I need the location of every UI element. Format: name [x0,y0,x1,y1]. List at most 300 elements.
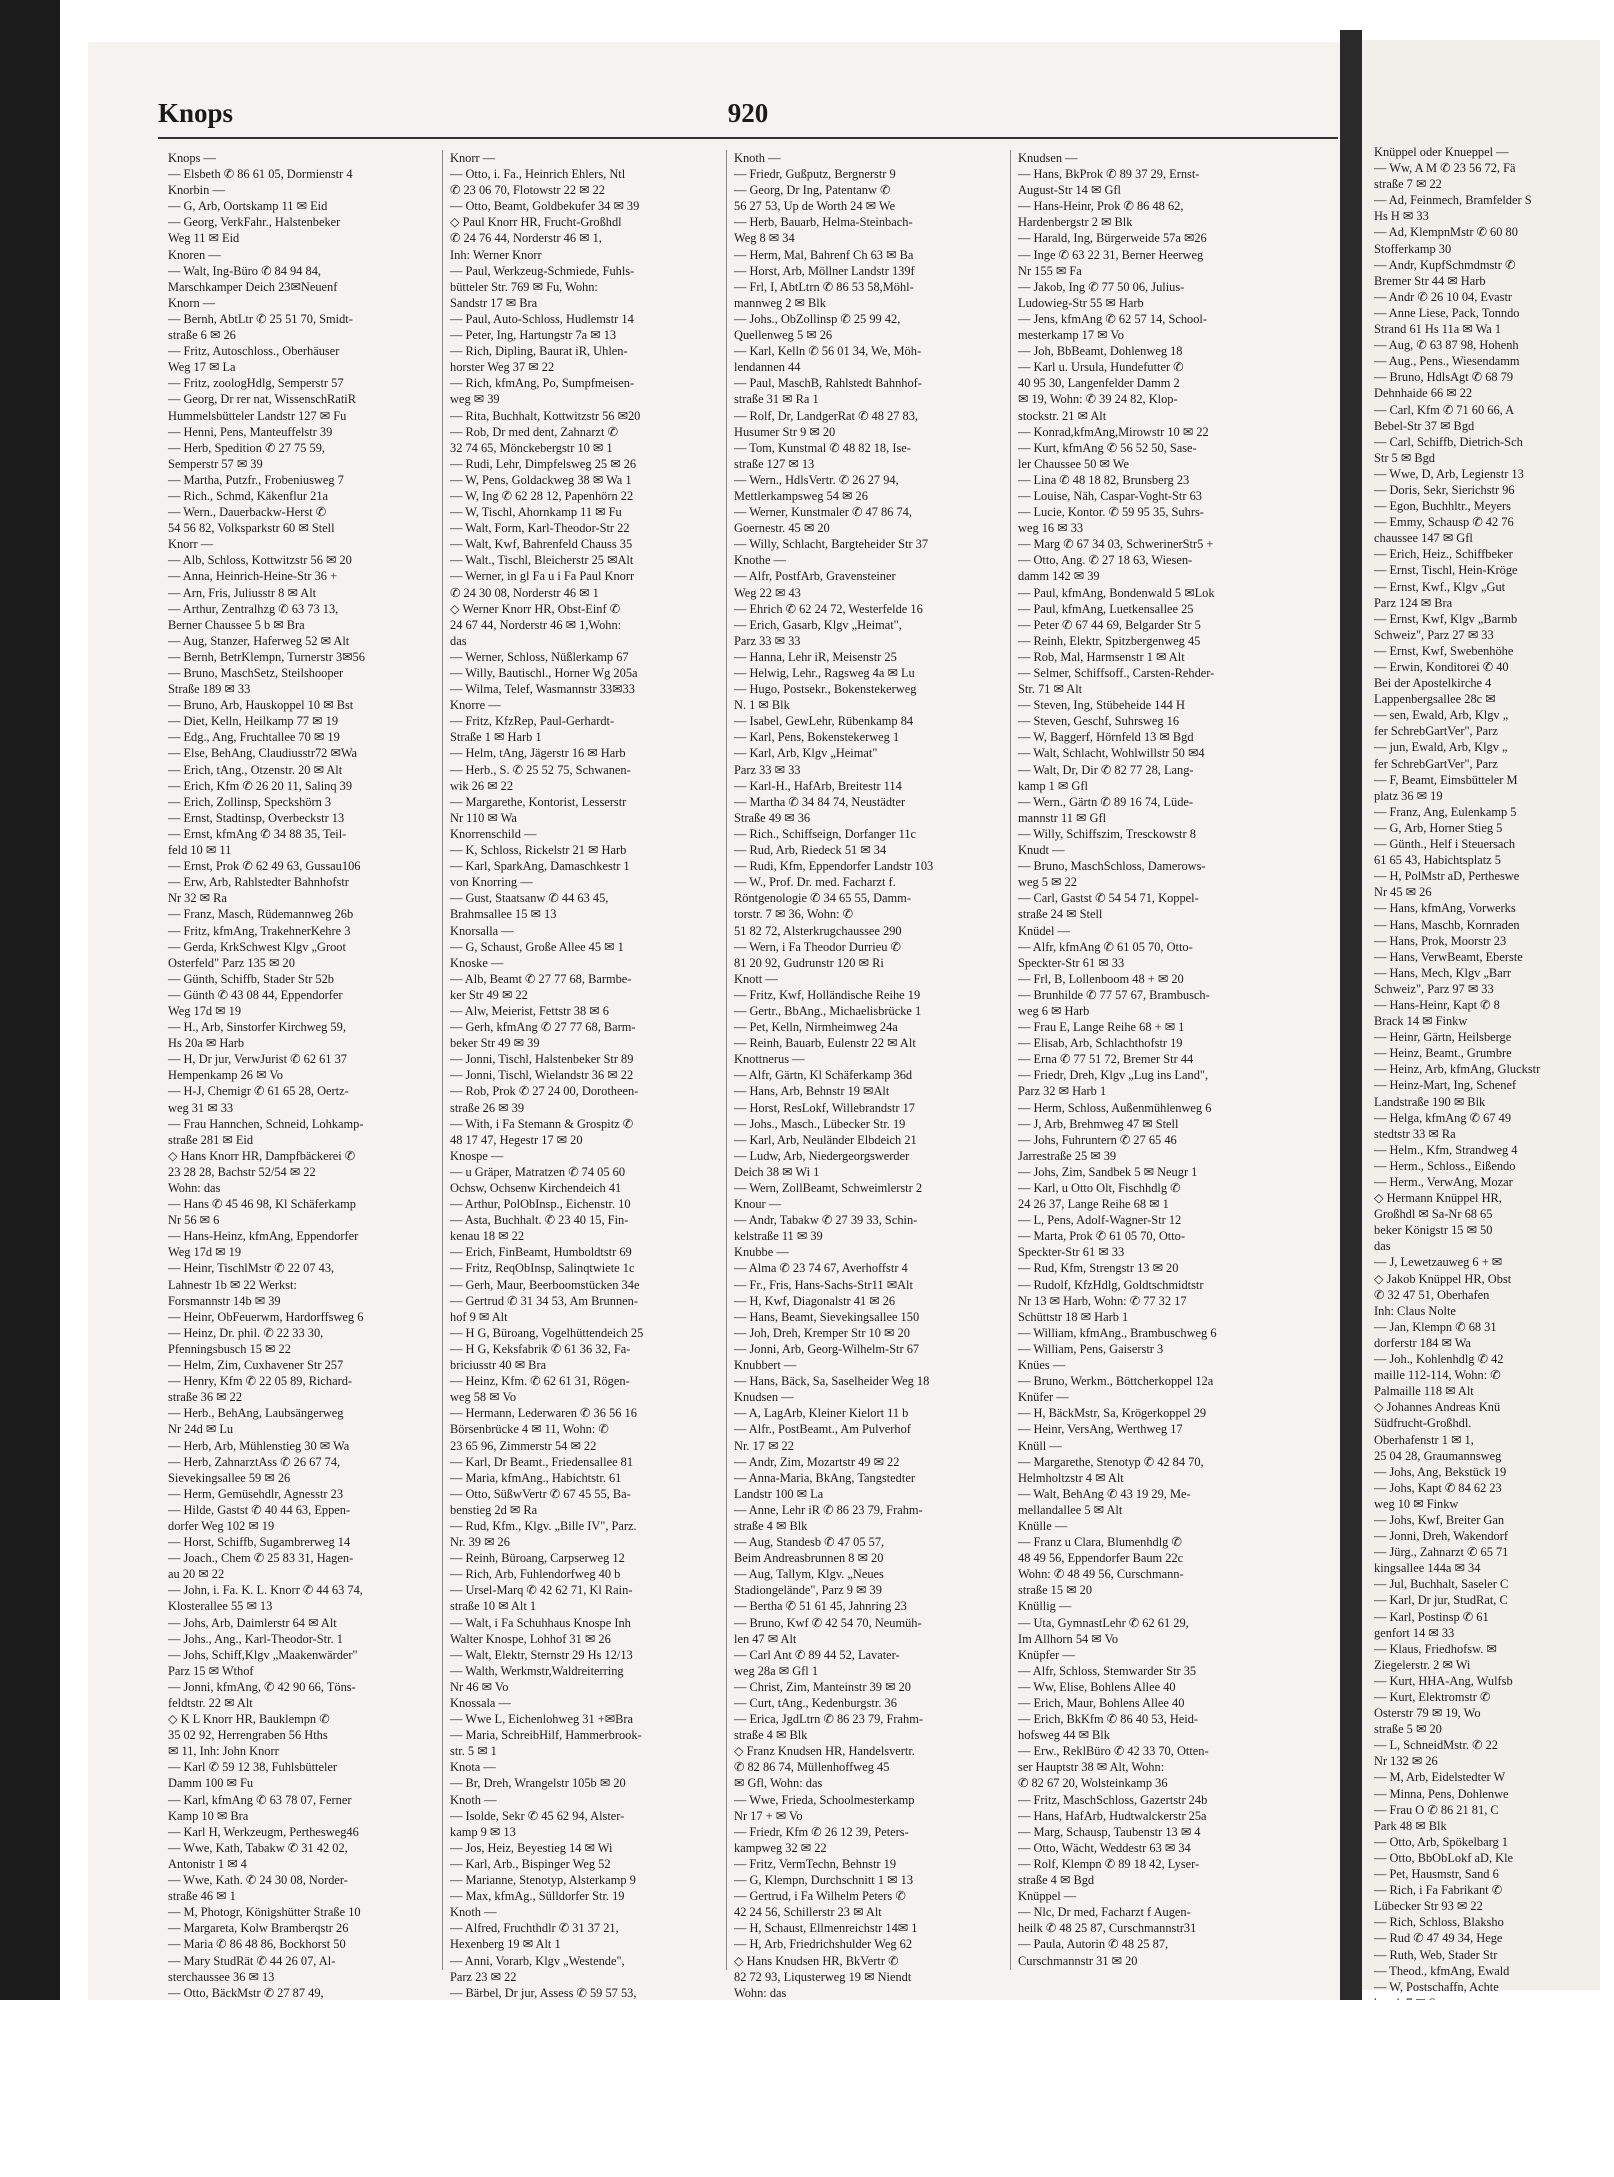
directory-line: — Johs, Arb, Daimlerstr 64 ✉ Alt [168,1615,337,1630]
directory-line: — Fritz, Kwf, Holländische Reihe 19 [734,987,921,1002]
directory-line: — Friedr, Kfm ✆ 26 12 39, Peters- [734,1824,909,1839]
directory-line: — Ernst, Kwf, Klgv „Barmb [1374,611,1518,626]
directory-line: — Nlc, Dr med, Facharzt f Augen- [1018,1905,1191,1920]
directory-line: von Knorring — [450,875,533,890]
directory-line: Straße 189 ✉ 33 [168,682,251,697]
directory-line: — Uta, GymnastLehr ✆ 62 61 29, [1018,1615,1189,1630]
directory-line: — Carl, Gastst ✆ 54 54 71, Koppel- [1018,891,1199,906]
directory-line: straße 127 ✉ 13 [734,456,815,471]
directory-line: — Steven, Geschf, Suhrsweg 16 [1018,714,1180,729]
directory-line: — Reinh, Büroang, Carpserweg 12 [450,1551,625,1566]
directory-line: — Jakob, Ing ✆ 77 50 06, Julius- [1018,279,1185,294]
directory-line: — Bruno, MaschSetz, Steilshooper [168,666,344,680]
directory-line: — Wern, i Fa Theodor Durrieu ✆ [734,939,901,954]
directory-line: Nr 155 ✉ Fa [1018,263,1082,278]
directory-line: 25 04 28, Graumannsweg [1374,1448,1502,1463]
directory-line: — Rich, Dipling, Baurat iR, Uhlen- [450,344,628,359]
directory-line: — Karl, Pens, Bokenstekerweg 1 [734,730,900,745]
directory-line: 51 82 72, Alsterkrugchaussee 290 [734,923,902,938]
directory-line: — Franz, Ang, Eulenkamp 5 [1374,804,1517,819]
directory-line: Hardenbergstr 2 ✉ Blk [1018,215,1133,230]
directory-line: — Heinz, Kfm. ✆ 62 61 31, Rögen- [450,1374,630,1389]
directory-line: — Rud, Arb, Riedeck 51 ✉ 34 [734,843,887,858]
directory-line: kamp 1 ✉ Gfl [1018,778,1088,793]
directory-line: — Wwe, Kath. ✆ 24 30 08, Norder- [168,1873,348,1888]
directory-line: — Bernh, BetrKlempn, Turnerstr 3✉56 [168,649,365,664]
directory-line: — Alb, Schloss, Kottwitzstr 56 ✉ 20 [168,553,352,568]
directory-line: Knota — [450,1760,496,1775]
directory-line: straße 4 ✉ Blk [734,1728,808,1743]
directory-line: stockstr. 21 ✉ Alt [1018,408,1107,423]
directory-line: — J, Lewetzauweg 6 + ✉ [1374,1255,1503,1270]
directory-line: — Karl, Dr Beamt., Friedensallee 81 [450,1454,634,1469]
directory-line: — Erica, JgdLtrn ✆ 86 23 79, Frahm- [734,1712,923,1727]
directory-line: Großhdl ✉ Sa-Nr 68 65 [1374,1207,1493,1222]
directory-line: Nr. 39 ✉ 26 [450,1535,510,1550]
directory-line: Antonistr 1 ✉ 4 [168,1856,247,1871]
directory-line: au 20 ✉ 22 [168,1567,225,1582]
directory-line: Speckter-Str 61 ✉ 33 [1018,1245,1125,1260]
directory-line: briciusstr 40 ✉ Bra [450,1358,547,1373]
column-4 [1018,150,1280,1980]
directory-line: — Walt, Schlacht, Wohlwillstr 50 ✉4 [1018,746,1205,761]
directory-line: — Pet, Hausmstr, Sand 6 [1374,1867,1499,1882]
directory-line: Hs 20a ✉ Harb [168,1036,245,1051]
directory-line: Ziegelerstr. 2 ✉ Wi [1374,1657,1471,1672]
directory-line: Knüdel — [1018,923,1070,938]
directory-line: Parz 32 ✉ Harb 1 [1018,1084,1107,1099]
directory-line: — Kurt, HHA-Ang, Wulfsb [1374,1673,1513,1688]
directory-line: Knott — [734,971,778,986]
directory-line: — Frau O ✆ 86 21 81, C [1374,1802,1499,1817]
directory-line: — Friedr, Dreh, Klgv „Lug ins Land", [1018,1068,1209,1083]
directory-line: — Carl, Schiffb, Dietrich-Sch [1374,434,1523,449]
directory-line: Bebel-Str 37 ✉ Bgd [1374,418,1475,433]
directory-line: Ludowieg-Str 55 ✉ Harb [1018,295,1144,310]
directory-line: chaussee 147 ✉ Gfl [1374,531,1473,546]
directory-line: — K, Schloss, Rickelstr 21 ✉ Harb [450,843,627,858]
directory-line: weg 31 ✉ 33 [168,1100,234,1115]
directory-line: — Hermann, Lederwaren ✆ 36 56 16 [450,1406,637,1421]
directory-line: — Werner, Schloss, Nüßlerkamp 67 [450,649,629,664]
directory-line: — Johs., Ang., Karl-Theodor-Str. 1 [168,1631,343,1646]
directory-line: 42 24 56, Schillerstr 23 ✉ Alt [734,1905,882,1920]
directory-line: — Franz u Clara, Blumenhdlg ✆ [1018,1535,1182,1550]
directory-line: — Henni, Pens, Manteuffelstr 39 [168,424,333,439]
directory-line: — Heinz, Beamt., Grumbre [1374,1046,1512,1061]
directory-line: ✉ Gfl, Wohn: das [734,1776,823,1791]
directory-line: — Curt, tAng., Kedenburgstr. 36 [734,1696,897,1710]
directory-line: Parz 33 ✉ 33 [734,633,801,648]
directory-line: beker Str 49 ✉ 39 [450,1036,540,1051]
directory-line: Helmholtzstr 4 ✉ Alt [1018,1470,1124,1485]
directory-line: — Günth., Helf i Steuersach [1374,837,1516,852]
directory-line: Weg 17d ✉ 19 [168,1003,242,1018]
directory-line: 82 72 93, Liqusterweg 19 ✉ Niendt [734,1969,912,1984]
directory-line: — Margarethe, Stenotyp ✆ 42 84 70, [1018,1454,1204,1469]
directory-line: — Anne, Lehr iR ✆ 86 23 79, Frahm- [734,1502,923,1517]
directory-line: — Hans, HafArb, Hudtwalckerstr 25a [1018,1808,1207,1823]
directory-line: — Aug, Stanzer, Haferweg 52 ✉ Alt [168,633,350,648]
directory-line: — Rich., Schiffseign, Dorfanger 11c [734,826,917,841]
directory-line: Knossala — [450,1696,511,1710]
directory-line: — Heinz, Dr. phil. ✆ 22 33 30, [168,1325,324,1340]
directory-line: ◇ Johannes Andreas Knü [1374,1400,1501,1415]
directory-line: — Walt, i Fa Schuhhaus Knospe Inh [450,1615,631,1630]
directory-line: ◇ Hermann Knüppel HR, [1374,1191,1502,1206]
directory-line: 23 28 28, Bachstr 52/54 ✉ 22 [168,1164,316,1179]
directory-line: — Wwe, Kath, Tabakw ✆ 31 42 02, [168,1840,348,1855]
directory-line: Knudsen — [734,1390,794,1405]
directory-line: — Emmy, Schausp ✆ 42 76 [1374,515,1514,530]
directory-line: — Helm, Zim, Cuxhavener Str 257 [168,1358,344,1373]
directory-line: — H G, Keksfabrik ✆ 61 36 32, Fa- [450,1341,631,1356]
directory-line: — Inge ✆ 63 22 31, Berner Heerweg [1018,247,1204,262]
directory-line: 56 27 53, Up de Worth 24 ✉ We [734,199,896,214]
directory-line: — Fritz, KfzRep, Paul-Gerhardt- [450,714,615,729]
directory-line: — Wern., HdlsVertr. ✆ 26 27 94, [734,472,899,487]
directory-line: — Alfr, Gärtn, Kl Schäferkamp 36d [734,1068,913,1083]
directory-line: — Karl u. Ursula, Hundefutter ✆ [1018,360,1184,375]
directory-line: Knüppel — [1018,1889,1077,1904]
directory-line: Parz 23 ✉ 22 [450,1969,517,1984]
directory-line: — Rud, Kfm, Strengstr 13 ✉ 20 [1018,1261,1179,1276]
directory-line: — H, BäckMstr, Sa, Krögerkoppel 29 [1018,1406,1207,1421]
directory-line: stedtstr 33 ✉ Ra [1374,1126,1456,1141]
directory-line: — Ad, Feinmech, Bramfelder S [1374,193,1532,208]
directory-line: torstr. 7 ✉ 36, Wohn: ✆ [734,907,854,922]
directory-line: — Alw, Meierist, Fettstr 38 ✉ 6 [450,1003,609,1018]
directory-line: Weg 22 ✉ 43 [734,585,801,600]
directory-line: Weg 11 ✉ Eid [168,231,240,246]
directory-line: — Otto, SüßwVertr ✆ 67 45 55, Ba- [450,1486,631,1501]
directory-line: Knües — [1018,1358,1066,1373]
directory-line: Nr 132 ✉ 26 [1374,1754,1438,1769]
directory-line: bütteler Str. 769 ✉ Fu, Wohn: [450,279,598,294]
directory-line: Nr 45 ✉ 26 [1374,885,1432,900]
directory-line: — Anne Liese, Pack, Tonndo [1374,305,1520,320]
directory-line: ker Str 49 ✉ 22 [450,987,528,1002]
directory-line: — Herm, Mal, Bahrenf Ch 63 ✉ Ba [734,247,914,262]
directory-line: — W, Pens, Goldackweg 38 ✉ Wa 1 [450,472,632,487]
directory-line: ser Hauptstr 38 ✉ Alt, Wohn: [1018,1760,1165,1775]
directory-line: — Jonni, Arb, Georg-Wilhelm-Str 67 [734,1341,920,1356]
directory-line: ✆ 24 76 44, Norderstr 46 ✉ 1, [450,231,602,246]
directory-line: — Jan, Klempn ✆ 68 31 [1374,1319,1497,1334]
directory-line: Nr 56 ✉ 6 [168,1213,220,1228]
directory-line: Wohn: ✆ 48 49 56, Curschmann- [1018,1567,1184,1582]
directory-line: — Otto, i. Fa., Heinrich Ehlers, Ntl [450,167,626,182]
directory-line: ✆ 32 47 51, Oberhafen [1374,1287,1490,1302]
directory-line: — Joh, Dreh, Kremper Str 10 ✉ 20 [734,1325,910,1340]
directory-line: weg 5 ✉ 22 [1018,875,1077,890]
directory-line: weg 10 ✉ Finkw [1374,1496,1459,1511]
directory-line: — Otto, BäckMstr ✆ 27 87 49, [168,1985,324,2000]
directory-line: — Hans, Prok, Moorstr 23 [1374,933,1507,948]
directory-line: — Ww, A M ✆ 23 56 72, Fä [1374,161,1516,176]
directory-line: August-Str 14 ✉ Gfl [1018,183,1121,198]
directory-line: — Johs., Masch., Lübecker Str. 19 [734,1116,906,1131]
directory-line: — Günth, Schiffb, Stader Str 52b [168,971,335,986]
scan-margin-bottom [0,2000,1600,2177]
directory-line: — Herb, Spedition ✆ 27 75 59, [168,440,325,455]
directory-line: Marschkamper Deich 23✉Neuenf [168,279,338,294]
directory-line: 81 20 92, Gudrunstr 120 ✉ Ri [734,955,884,970]
directory-line: weg 16 ✉ 33 [1018,521,1084,536]
directory-line: — Fr., Fris, Hans-Sachs-Str11 ✉Alt [734,1277,913,1292]
directory-line: — Marianne, Stenotyp, Alsterkamp 9 [450,1873,636,1888]
directory-line: — Martha, Putzfr., Frobeniusweg 7 [168,472,344,487]
directory-line: feldtstr. 22 ✉ Alt [168,1696,253,1710]
directory-line: — Klaus, Friedhofsw. ✉ [1374,1641,1497,1656]
directory-line: Hummelsbütteler Landstr 127 ✉ Fu [168,408,347,423]
directory-line: — Gerh, Maur, Beerboomstücken 34e [450,1277,640,1292]
directory-line: — Bruno, Kwf ✆ 42 54 70, Neumüh- [734,1615,922,1630]
directory-line: straße 36 ✉ 22 [168,1390,243,1405]
directory-line: Osterfeld" Parz 135 ✉ 20 [168,955,295,970]
directory-line: ◇ Hans Knudsen HR, BkVertr ✆ [734,1953,899,1968]
directory-line: — Rob, Prok ✆ 27 24 00, Dorotheen- [450,1084,639,1099]
directory-line: Schüttstr 18 ✉ Harb 1 [1018,1309,1129,1324]
directory-line: dorferstr 184 ✉ Wa [1374,1335,1471,1350]
adjacent-page-fragment [1362,40,1600,1994]
directory-line: Deich 38 ✉ Wi 1 [734,1164,820,1179]
directory-line: — L, Pens, Adolf-Wagner-Str 12 [1018,1213,1182,1228]
directory-line: — William, Pens, Gaiserstr 3 [1018,1341,1164,1356]
directory-line: — Christ, Zim, Manteinstr 39 ✉ 20 [734,1679,911,1694]
directory-line: — H, Arb, Friedrichshulder Weg 62 [734,1937,913,1952]
directory-line: — Karl, Arb, Klgv „Heimat" [734,746,878,761]
directory-line: — Erich, FinBeamt, Humboldtstr 69 [450,1245,632,1260]
directory-line: weg 58 ✉ Vo [450,1390,517,1405]
directory-line: — Paul, Auto-Schloss, Hudlemstr 14 [450,311,634,326]
directory-line: Knorre — [450,698,501,713]
directory-line: — Johs, Zim, Sandbek 5 ✉ Neugr 1 [1018,1164,1198,1179]
directory-line: Wohn: das [734,1985,787,2000]
directory-line: Husumer Str 9 ✉ 20 [734,424,836,439]
directory-line: 48 49 56, Eppendorfer Baum 22c [1018,1551,1184,1566]
directory-line: Str 5 ✉ Bgd [1374,450,1435,465]
directory-line: — Rudolf, KfzHdlg, Goldtschmidtstr [1018,1277,1204,1292]
directory-line: — Karl H, Werkzeugm, Perthesweg46 [168,1824,359,1839]
directory-line: feld 10 ✉ 11 [168,843,232,858]
directory-line: beker Königstr 15 ✉ 50 [1374,1223,1493,1238]
directory-line: Weg 8 ✉ 34 [734,231,795,246]
directory-line: — With, i Fa Stemann & Grospitz ✆ [450,1116,634,1131]
directory-line: Lappenbergsallee 28c ✉ [1374,692,1496,707]
directory-line: mellandallee 5 ✉ Alt [1018,1502,1123,1517]
directory-line: — Gerda, KrkSchwest Klgv „Groot [168,939,346,954]
directory-line: mesterkamp 17 ✉ Vo [1018,328,1124,343]
directory-line: — Jos, Heiz, Beyestieg 14 ✉ Wi [450,1840,613,1855]
directory-line: straße 7 ✉ 22 [1374,177,1442,192]
directory-line: — Paul, kfmAng, Luetkensallee 25 [1018,601,1194,616]
directory-line: das [1374,1239,1391,1254]
directory-line: Pfenningsbusch 15 ✉ 22 [168,1341,291,1356]
directory-line: — Otto, Arb, Spökelbarg 1 [1374,1834,1508,1849]
directory-line: Brahmsallee 15 ✉ 13 [450,907,557,922]
directory-line: — Hanna, Lehr iR, Meisenstr 25 [734,649,897,664]
directory-line: Berner Chaussee 5 b ✉ Bra [168,617,305,632]
directory-line: — Aug, ✆ 63 87 98, Hohenh [1374,338,1519,353]
directory-line: Knoth — [450,1792,497,1807]
directory-line: — Max, kfmAg., Sülldorfer Str. 19 [450,1889,625,1904]
directory-line: Röntgenologie ✆ 34 65 55, Damm- [734,891,911,906]
directory-line: — Hans-Heinz, kfmAng, Eppendorfer [168,1229,359,1244]
directory-line: — Jul, Buchhalt, Saseler C [1374,1577,1509,1592]
directory-line: — Herb, Arb, Mühlenstieg 30 ✉ Wa [168,1438,350,1453]
directory-line: weg 28a ✉ Gfl 1 [734,1663,819,1678]
directory-line: 32 74 65, Mönckebergstr 10 ✉ 1 [450,440,613,455]
directory-line: — G, Schaust, Große Allee 45 ✉ 1 [450,939,624,954]
directory-line: — Karl, Postinsp ✆ 61 [1374,1609,1489,1624]
directory-line: — Erw, Arb, Rahlstedter Bahnhofstr [168,875,349,890]
directory-line: — Margarethe, Kontorist, Lesserstr [450,794,627,809]
directory-line: N. 1 ✉ Blk [734,698,790,713]
directory-line: — Else, BehAng, Claudiusstr72 ✉Wa [168,746,358,761]
directory-line: Jarrestraße 25 ✉ 39 [1018,1148,1117,1163]
directory-line: — Maria, kfmAng., Habichtstr. 61 [450,1470,622,1485]
directory-line: — Hans, BkProk ✆ 89 37 29, Ernst- [1018,167,1200,182]
directory-line: — Hans, Bäck, Sa, Saselheider Weg 18 [734,1374,930,1389]
directory-line: — Hans ✆ 45 46 98, Kl Schäferkamp [168,1197,356,1212]
directory-line: ◇ Werner Knorr HR, Obst-Einf ✆ [450,601,621,616]
directory-line: — Lucie, Kontor. ✆ 59 95 35, Suhrs- [1018,505,1204,520]
directory-line: — Herb, Bauarb, Helma-Steinbach- [734,215,913,230]
directory-line: — Rita, Buchhalt, Kottwitzstr 56 ✉20 [450,408,641,423]
directory-line: — Karl ✆ 59 12 38, Fuhlsbütteler [168,1760,338,1775]
directory-line: — H, Kwf, Diagonalstr 41 ✉ 26 [734,1293,896,1308]
directory-line: — Rudi, Lehr, Dimpfelsweg 25 ✉ 26 [450,456,637,471]
directory-line: Stadiongelände", Parz 9 ✉ 39 [734,1583,882,1598]
directory-line: — Hans-Heinr, Prok ✆ 86 48 62, [1018,199,1184,214]
directory-line: Brack 14 ✉ Finkw [1374,1014,1468,1029]
directory-line: ◇ Paul Knorr HR, Frucht-Großhdl [450,215,622,230]
directory-line: kampweg 32 ✉ 22 [734,1840,827,1855]
directory-line: — Alma ✆ 23 74 67, Averhoffstr 4 [734,1261,908,1276]
directory-line: Forsmannstr 14b ✉ 39 [168,1293,281,1308]
directory-line: Beim Andreasbrunnen 8 ✉ 20 [734,1551,884,1566]
directory-line: — H, Dr jur, VerwJurist ✆ 62 61 37 [168,1052,347,1067]
directory-line: — Jens, kfmAng ✆ 62 57 14, School- [1018,311,1208,326]
directory-line: — Louise, Näh, Caspar-Voght-Str 63 [1018,488,1202,503]
directory-line: — Fritz, kfmAng, TrakehnerKehre 3 [168,923,351,938]
directory-line: mannweg 2 ✉ Blk [734,295,826,310]
directory-line: straße 26 ✉ 39 [450,1100,525,1115]
directory-line: Nr 24d ✉ Lu [168,1422,234,1437]
directory-line: — Rich., Schmd, Käkenflur 21a [168,488,329,503]
directory-line: — Willy, Schiffszim, Tresckowstr 8 [1018,826,1196,841]
directory-line: Knoth — [450,1905,497,1920]
directory-line: mannstr 11 ✉ Gfl [1018,810,1107,825]
book-gutter [1340,30,1362,2010]
directory-line: — Bruno, Werkm., Böttcherkoppel 12a [1018,1374,1214,1389]
directory-line: straße 10 ✉ Alt 1 [450,1599,537,1614]
directory-line: — Henry, Kfm ✆ 22 05 89, Richard- [168,1374,353,1389]
directory-line: Bremer Str 44 ✉ Harb [1374,273,1486,288]
directory-line: — Walt, Elektr, Sternstr 29 Hs 12/13 [450,1647,633,1662]
directory-line: straße 6 ✉ 26 [168,328,236,343]
directory-line: — Joh., Kohlenhdlg ✆ 42 [1374,1352,1504,1367]
directory-line: — Arn, Fris, Juliusstr 8 ✉ Alt [168,585,317,600]
directory-line: — Wern., Dauerbackw-Herst ✆ [168,505,327,520]
directory-line: — Andr, Zim, Mozartstr 49 ✉ 22 [734,1454,900,1469]
directory-line: — Maria ✆ 86 48 86, Bockhorst 50 [168,1937,346,1952]
directory-line: Schweiz", Parz 27 ✉ 33 [1374,627,1494,642]
directory-line: Schweiz", Parz 97 ✉ 33 [1374,981,1494,996]
directory-line: straße 46 ✉ 1 [168,1889,236,1904]
directory-line: — H-J, Chemigr ✆ 61 65 28, Oertz- [168,1084,349,1099]
directory-line: horster Weg 37 ✉ 22 [450,360,555,375]
header-rule [158,137,1338,139]
directory-line: — G, Arb, Horner Stieg 5 [1374,820,1503,835]
directory-line: Knorsalla — [450,923,514,938]
directory-line: — Karl, Dr jur, StudRat, C [1374,1593,1508,1608]
directory-line: Weg 17d ✉ 19 [168,1245,242,1260]
directory-line: Knoske — [450,955,504,970]
directory-line: — Ehrich ✆ 62 24 72, Westerfelde 16 [734,601,923,616]
directory-line: — William, kfmAng., Brambuschweg 6 [1018,1325,1217,1340]
directory-line: Knubbe — [734,1245,789,1260]
directory-line: — Karl, u Otto Olt, Fischhdlg ✆ [1018,1181,1181,1195]
directory-line: — Johs., ObZollinsp ✆ 25 99 42, [734,311,901,326]
directory-line: damm 142 ✉ 39 [1018,569,1100,584]
directory-line: Knospe — [450,1148,504,1163]
directory-line: — Hans, Arb, Behnstr 19 ✉Alt [734,1084,890,1099]
directory-line: Lahnestr 1b ✉ 22 Werkst: [168,1277,297,1292]
directory-line: — H, PolMstr aD, Pertheswe [1374,869,1520,884]
directory-line: Bei der Apostelkirche 4 [1374,676,1492,691]
directory-line: — Alfr, kfmAng ✆ 61 05 70, Otto- [1018,939,1193,954]
directory-line: — Selmer, Schiffsoff., Carsten-Rehder- [1018,666,1215,680]
column-2 [450,150,712,2000]
directory-line: fer SchrebGartVer", Parz [1374,724,1498,739]
adjacent-page-column [1374,144,1614,1994]
directory-line: Knüll — [1018,1438,1062,1453]
directory-line: — Erich, BkKfm ✆ 86 40 53, Heid- [1018,1712,1199,1727]
directory-line: — Helga, kfmAng ✆ 67 49 [1374,1110,1512,1125]
directory-line: — Hans, Beamt, Sievekingsallee 150 [734,1309,920,1324]
directory-line: — Bruno, MaschSchloss, Damerows- [1018,859,1206,874]
directory-line: — Erich, tAng., Otzenstr. 20 ✉ Alt [168,762,343,777]
directory-line: — Frau Hannchen, Schneid, Lohkamp- [168,1116,364,1131]
directory-line: kelstraße 11 ✉ 39 [734,1229,823,1244]
directory-line: Knüllig — [1018,1599,1072,1614]
directory-line: 61 65 43, Habichtsplatz 5 [1374,853,1501,868]
directory-line: — Walt, Kwf, Bahrenfeld Chauss 35 [450,537,633,552]
directory-line: Palmaille 118 ✉ Alt [1374,1384,1474,1399]
running-head [158,98,1338,138]
directory-line: ✆ 23 06 70, Flotowstr 22 ✉ 22 [450,183,606,198]
directory-line: — Aug, Standesb ✆ 47 05 57, [734,1535,885,1550]
directory-line: — Anna, Heinrich-Heine-Str 36 + [168,569,338,584]
directory-line: — Otto, Beamt, Goldbekufer 34 ✉ 39 [450,199,640,214]
column-3 [734,150,996,2000]
directory-line: Straße 1 ✉ Harb 1 [450,730,542,745]
directory-line: — Horst, Arb, Möllner Landstr 139f [734,263,915,278]
directory-line: — Wilma, Telef, Wasmannstr 33✉33 [450,682,635,697]
directory-line: — Wwe, D, Arb, Legienstr 13 [1374,466,1524,481]
directory-line: — Ursel-Marq ✆ 42 62 71, Kl Rain- [450,1583,633,1598]
directory-line: Nr 46 ✉ Vo [450,1679,509,1694]
directory-line: Straße 49 ✉ 36 [734,810,811,825]
directory-line: — Ernst, Kwf, Swebenhöhe [1374,643,1514,658]
page-number: 920 [727,98,769,128]
directory-line: — Alfr., PostBeamt., Am Pulverhof [734,1422,911,1437]
directory-line: len 47 ✉ Alt [734,1631,797,1646]
directory-line: 35 02 92, Herrengraben 56 Hths [168,1728,328,1743]
directory-line: — Rob, Dr med dent, Zahnarzt ✆ [450,424,618,439]
